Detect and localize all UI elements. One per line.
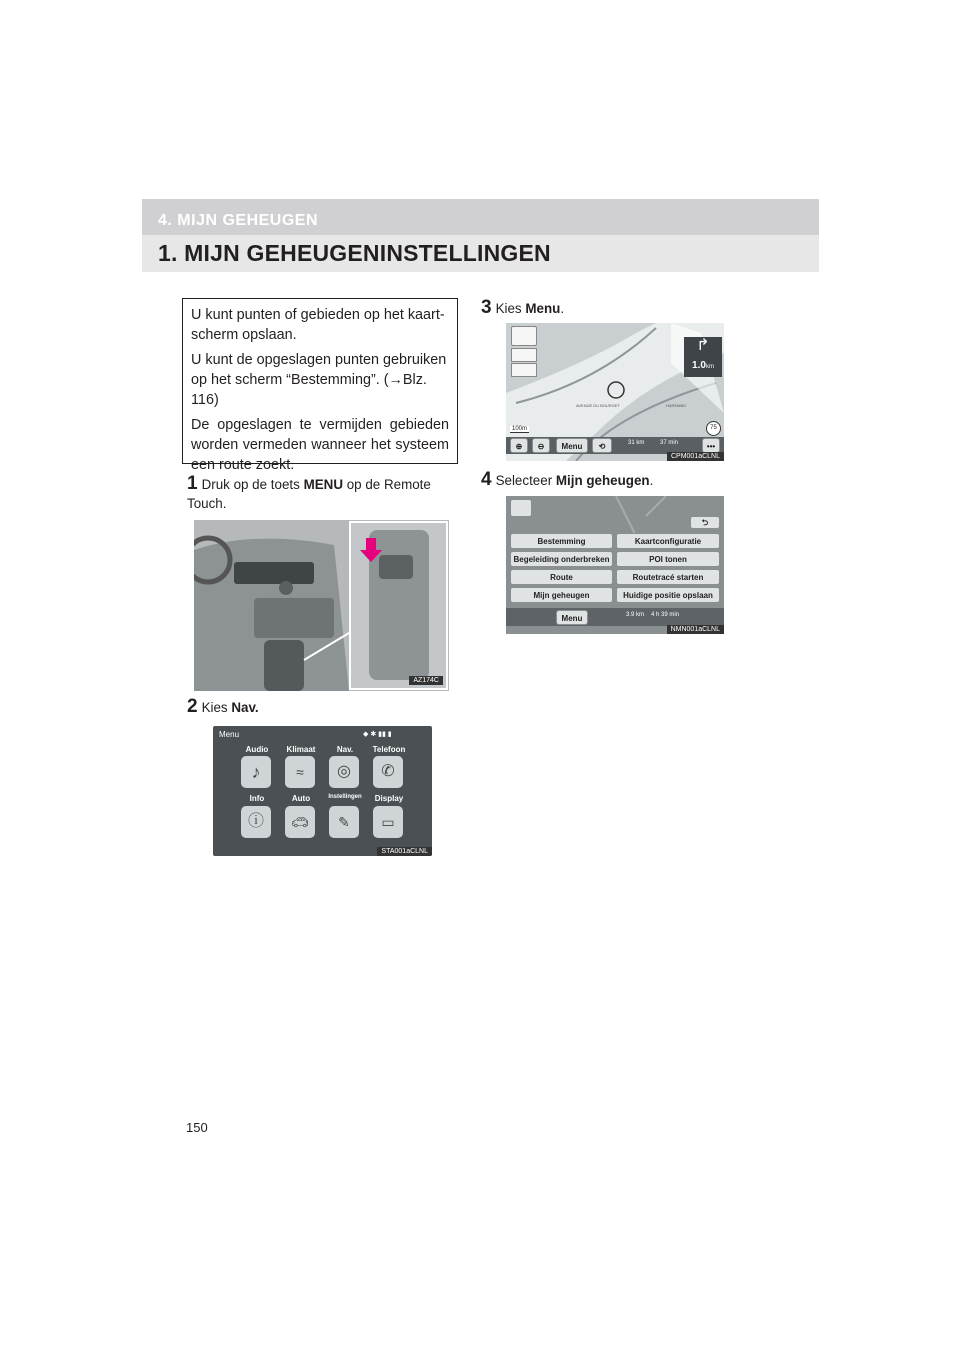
menu-screen	[213, 726, 432, 856]
guidance-distance: 1.0	[692, 360, 706, 371]
menu-button-route: Route	[510, 569, 613, 585]
step-text-post: op de Remote Touch.	[187, 477, 431, 511]
display-icon: ▭	[381, 814, 395, 830]
console-illustration	[194, 520, 449, 691]
map-screen	[506, 323, 724, 461]
menu-button-huidige-positie: Huidige positie opslaan	[616, 587, 720, 603]
tile-label: Info	[249, 794, 265, 803]
menu-button-begeleiding: Begeleiding onderbreken	[510, 551, 613, 567]
trip-time: 4 h 39 min	[651, 612, 680, 618]
phone-tile	[373, 756, 403, 788]
settings-tile	[329, 806, 359, 838]
info-icon: ⓘ	[247, 813, 264, 830]
car-icon: 🚗︎	[291, 814, 309, 830]
scale-label: 100m	[512, 426, 528, 432]
turn-arrow-icon: ↱	[696, 337, 710, 354]
menu-button-bestemming: Bestemming	[510, 533, 613, 549]
step-text-pre: Druk op de toets	[201, 477, 304, 492]
info-paragraph-3: De opgeslagen te vermijden gebieden worden vermeden wanneer het systeem een route zoekt.	[191, 417, 449, 473]
zoom-out-button: ⊖	[532, 438, 550, 453]
back-button: ⮌	[690, 516, 720, 529]
guidance-unit: km	[705, 364, 714, 370]
step-2	[187, 697, 259, 717]
info-paragraph-2: U kunt de opgeslagen punten gebruiken op het scherm “Bestemming”. (→Blz. 116)	[191, 352, 447, 408]
area-label: HAREMBG	[666, 403, 687, 408]
page-number: 150	[186, 1120, 208, 1135]
info-tile	[241, 806, 271, 838]
map-mode-button	[511, 348, 537, 362]
page-title: 1. MIJN GEHEUGENINSTELLINGEN	[158, 240, 551, 266]
speed-limit-sign: 75	[706, 421, 721, 436]
trip-distance: 3.9 km	[626, 612, 645, 618]
figure-code: CPM001aCLNL	[667, 452, 724, 461]
settings-icon: ✎	[338, 814, 350, 830]
step-text-pre: Selecteer	[495, 473, 556, 488]
tile-label: Auto	[291, 794, 311, 803]
step-number: 3	[481, 297, 492, 318]
section-label: 4. MIJN GEHEUGEN	[158, 212, 319, 229]
tile-label: Klimaat	[286, 745, 316, 754]
tile-label: Telefoon	[372, 745, 406, 754]
step-4	[481, 470, 653, 490]
tile-label: Nav.	[336, 745, 354, 754]
menu-screen-title: Menu	[219, 730, 240, 739]
compass-button	[511, 326, 537, 346]
trip-time: 37 min	[660, 440, 679, 446]
phone-icon: ✆	[381, 763, 395, 780]
audio-tile	[241, 756, 271, 788]
menu-button-mijn-geheugen: Mijn geheugen	[510, 587, 613, 603]
map-menu-button: Menu	[556, 438, 588, 453]
figure-code: NMN001aCLNL	[667, 625, 724, 634]
display-tile	[373, 806, 403, 838]
tile-label: Audio	[245, 745, 269, 754]
info-paragraph-1: U kunt punten of gebieden op het kaart-scherm opslaan.	[191, 307, 445, 343]
figure-code: AZ174C	[409, 676, 443, 685]
step-keyword: Nav.	[231, 700, 259, 715]
step-keyword: MENU	[303, 477, 343, 492]
nav-menu-screen	[506, 496, 724, 634]
tile-label: Display	[374, 794, 404, 803]
trip-distance: 31 km	[628, 440, 645, 446]
more-button: •••	[702, 438, 720, 453]
road-label: AVENUE DU BOURGET	[576, 403, 620, 408]
nav-tile	[329, 756, 359, 788]
menu-button-poi: POI tonen	[616, 551, 720, 567]
info-box	[182, 298, 458, 473]
menu-button-routetrace: Routetracé starten	[616, 569, 720, 585]
climate-tile	[285, 756, 315, 788]
step-number: 4	[481, 469, 492, 490]
menu-button-kaartconfiguratie: Kaartconfiguratie	[616, 533, 720, 549]
step-number: 1	[187, 473, 198, 494]
nav-menu-button: Menu	[556, 610, 588, 625]
music-note-icon: ♪	[251, 762, 261, 782]
figure-code: STA001aCLNL	[377, 847, 432, 856]
car-tile	[285, 806, 315, 838]
parking-button	[511, 363, 537, 377]
console-figure	[194, 520, 449, 691]
compass-button	[511, 500, 531, 516]
fan-icon: ≈	[296, 764, 304, 780]
step-1	[187, 474, 463, 513]
compass-icon: ◎	[337, 763, 351, 780]
tile-label: Instellingen	[328, 794, 362, 800]
guidance-panel	[684, 337, 722, 377]
step-text-pre: Kies	[201, 700, 232, 715]
step-keyword: Menu	[525, 301, 561, 316]
voice-button: ⟲	[592, 438, 612, 453]
status-icons: ◆ ✱ ▮▮ ▮	[363, 731, 392, 738]
step-keyword: Mijn geheugen	[555, 473, 650, 488]
step-3	[481, 298, 564, 318]
nav-bottom-bar	[506, 608, 724, 626]
step-text-post: .	[649, 473, 654, 488]
step-text-post: .	[560, 301, 565, 316]
step-number: 2	[187, 696, 198, 717]
zoom-in-button: ⊕	[510, 438, 528, 453]
step-text-pre: Kies	[495, 301, 526, 316]
